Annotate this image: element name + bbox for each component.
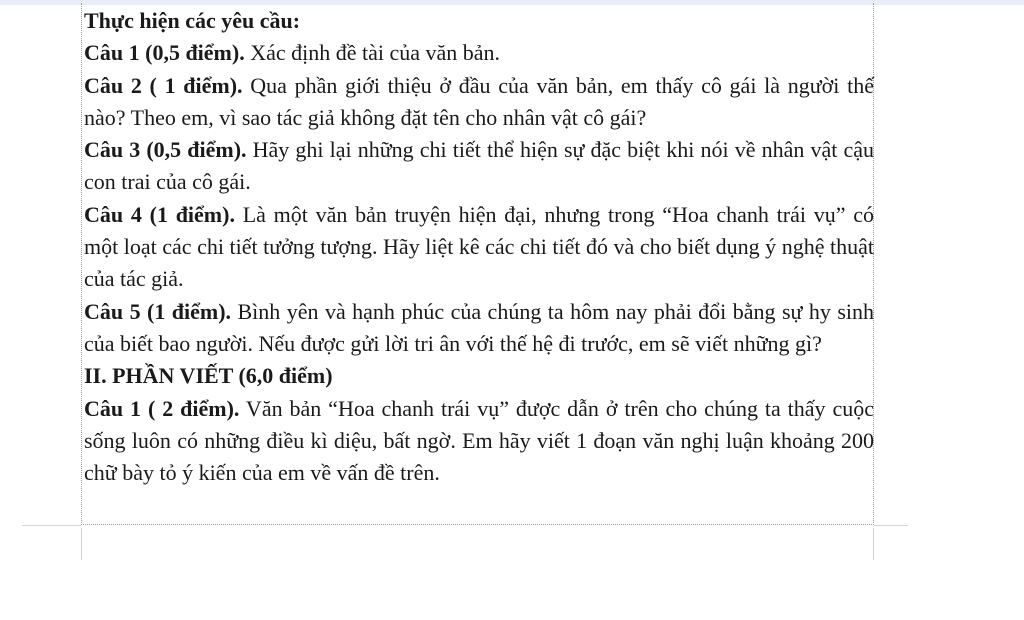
- question-4: [84, 199, 874, 296]
- margin-guide-left: [22, 525, 81, 526]
- question-3: [84, 134, 874, 199]
- question-1: [84, 37, 874, 69]
- question-text: Văn bản “Hoa chanh trái vụ” được dẫn ở trên cho chúng ta thấy cuộc sống luôn có những điều kì diệu, bất ngờ. Em hãy viết 1 đoạn văn nghị luận khoảng 200 chữ bày tỏ ý kiến của em về vấn đề trên.: [84, 395, 874, 486]
- instructions-heading: Thực hiện các yêu cầu:: [84, 8, 301, 33]
- question-label: Câu 1 (0,5 điểm).: [84, 40, 245, 66]
- question-label: Câu 1 ( 2 điểm).: [84, 395, 240, 421]
- document-body[interactable]: [84, 5, 874, 489]
- question-label: Câu 3 (0,5 điểm).: [84, 137, 247, 163]
- question-5: [84, 296, 874, 361]
- question-label: Câu 4 (1 điểm).: [84, 201, 235, 227]
- question-text: Hãy ghi lại những chi tiết thể hiện sự đặc biệt khi nói về nhân vật cậu con trai của cô gái.: [84, 137, 874, 195]
- next-page-margin-right: [873, 528, 874, 560]
- writing-task: [84, 393, 874, 490]
- section-title: II. PHẦN VIẾT (6,0 điểm): [84, 363, 333, 389]
- question-label: Câu 5 (1 điểm).: [84, 298, 232, 324]
- question-label: Câu 2 ( 1 điểm).: [84, 72, 243, 98]
- question-2: [84, 70, 874, 135]
- next-page-margin-left: [81, 528, 82, 560]
- question-text: Xác định đề tài của văn bản.: [244, 40, 501, 66]
- question-text: Bình yên và hạnh phúc của chúng ta hôm nay phải đổi bằng sự hy sinh của biết bao người. Nếu được gửi lời tri ân với thế hệ đi trước, em sẽ viết những gì?: [84, 298, 874, 356]
- question-text: Qua phần giới thiệu ở đầu của văn bản, em thấy cô gái là người thế nào? Theo em, vì sao tác giả không đặt tên cho nhân vật cô gái?: [84, 72, 874, 130]
- text-boundary-bottom: [81, 524, 874, 525]
- margin-guide-right: [874, 525, 908, 526]
- question-text: Là một văn bản truyện hiện đại, nhưng trong “Hoa chanh trái vụ” có một loạt các chi tiết tưởng tượng. Hãy liệt kê các chi tiết đó và cho biết dụng ý nghệ thuật của tác giả.: [84, 201, 874, 292]
